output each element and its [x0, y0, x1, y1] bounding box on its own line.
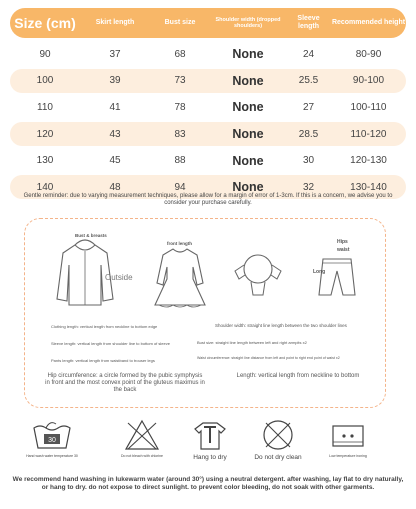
size-row [10, 42, 406, 66]
cell-bust-size: 83 [174, 128, 186, 140]
cell-sleeve-length: 32 [302, 181, 315, 193]
header-sleeve-length: Sleeve length [297, 15, 320, 30]
measurement-guide [24, 218, 386, 408]
size-row [10, 95, 406, 119]
size-row [10, 149, 406, 173]
length-text: Length: vertical length from neckline to bottom [236, 373, 360, 379]
header-shoulder-width: Shoulder width (dropped shoulders) [215, 17, 281, 29]
outside-label: Outside [105, 273, 133, 282]
cell-sleeve-length: 24 [302, 48, 315, 60]
waist-circumference-text: Waist circumference: straight line distance from left and point to right end point of waist x2 [197, 356, 340, 360]
header-recommended-height: Recommended height [331, 19, 406, 26]
cell-bust-size: 73 [174, 75, 186, 87]
cell-bust-size: 78 [174, 101, 186, 113]
cell-recommended-height: 100-110 [350, 101, 387, 113]
cell-shoulder-width: None [232, 180, 264, 195]
cell-skirt-length: 39 [109, 75, 121, 87]
hang-dry-label: Hang to dry [193, 454, 227, 461]
jacket-figure [53, 235, 117, 309]
low-iron-icon [330, 421, 366, 449]
cell-shoulder-width: None [232, 127, 264, 142]
header-bust-size: Bust size [164, 19, 196, 26]
cell-shoulder-width: None [232, 47, 264, 61]
cell-sleeve-length: 30 [302, 155, 315, 167]
no-dry-clean-icon [261, 418, 295, 452]
care-hand-wash [22, 418, 82, 458]
hip-circumference-text: Hip circumference: a circle formed by the pubic symphysis in front and the most convex point of the gluteus maximus in the back [45, 373, 205, 393]
header-skirt-length: Skirt length [95, 19, 135, 26]
sleeve-length-text: Sleeve length: vertical length from shoulder line to bottom of sleeve [51, 341, 170, 346]
cell-size: 110 [37, 101, 53, 113]
low-iron-label: Low temperature ironing [329, 454, 367, 458]
hand-wash-label: Hand wash water temperature 30 [26, 454, 78, 458]
cell-shoulder-width: None [232, 100, 264, 115]
pants-length-text: Pants length: vertical length from waistband to trouser legs [51, 358, 155, 363]
cell-skirt-length: 48 [109, 181, 121, 193]
care-no-bleach [112, 418, 172, 458]
cell-sleeve-length: 27 [302, 101, 315, 113]
waist-label: waist [337, 247, 350, 253]
front-length-label: front length [167, 241, 192, 246]
cell-shoulder-width: None [232, 153, 264, 168]
cell-sleeve-length: 25.5 [298, 75, 319, 87]
shoulder-width-text: Shoulder width: straight line length between the two shoulder lines [215, 323, 347, 328]
cell-shoulder-width: None [232, 73, 264, 88]
cell-recommended-height: 130-140 [350, 181, 387, 193]
no-bleach-label: Do not bleach with chlorine [120, 454, 164, 458]
header-size: Size (cm) [14, 15, 76, 31]
hips-label: Hips [337, 239, 348, 245]
cell-size: 140 [36, 181, 54, 193]
cell-size: 130 [36, 155, 54, 167]
wash-temp-text: 30 [48, 437, 56, 444]
cell-recommended-height: 80-90 [355, 48, 382, 60]
size-table-header [10, 8, 406, 38]
size-row [10, 69, 406, 93]
cell-size: 120 [36, 128, 54, 140]
cell-recommended-height: 90-100 [352, 75, 385, 87]
care-low-iron [318, 418, 378, 458]
cell-size: 90 [39, 48, 51, 60]
cell-size: 100 [36, 75, 54, 87]
cell-recommended-height: 120-130 [350, 155, 387, 167]
dress-figure [153, 245, 207, 311]
cell-bust-size: 88 [174, 155, 186, 167]
bust-label: Bust & breasts [75, 233, 107, 238]
cell-skirt-length: 45 [109, 155, 121, 167]
no-dry-clean-label: Do not dry clean [254, 454, 302, 461]
care-no-dry-clean [248, 418, 308, 461]
wash-instructions: We recommend hand washing in lukewarm water (around 30°) using a neutral detergent. after washing, lay flat to dry naturally, or hang to dry. do not expose to direct sunlight. to prevent color bleeding, do not soak with other garments. [12, 476, 404, 491]
cell-bust-size: 94 [174, 181, 186, 193]
bust-size-text: Bust size: straight line length between left and right armpits x2 [197, 340, 307, 345]
hand-wash-icon [30, 420, 74, 450]
gentle-reminder: Gentle reminder: due to varying measurement techniques, please allow for a margin of error of 1-3cm. If this is a concern, we advise you to consider your purchase carefully. [23, 193, 393, 206]
size-row [10, 122, 406, 146]
cell-skirt-length: 37 [109, 48, 121, 60]
care-hang-dry [180, 418, 240, 461]
clothing-length-text: Clothing length: vertical length from neckline to bottom edge [51, 324, 158, 329]
cell-skirt-length: 41 [109, 101, 121, 113]
cell-recommended-height: 110-120 [350, 128, 387, 140]
no-bleach-icon [124, 419, 160, 451]
size-table [10, 8, 406, 202]
cell-bust-size: 68 [174, 48, 186, 60]
hang-dry-icon [193, 419, 227, 451]
cell-skirt-length: 43 [109, 128, 121, 140]
long-label: Long [313, 269, 326, 275]
cell-sleeve-length: 28.5 [298, 128, 319, 140]
bodysuit-figure [233, 249, 283, 297]
pants-figure [315, 255, 359, 299]
